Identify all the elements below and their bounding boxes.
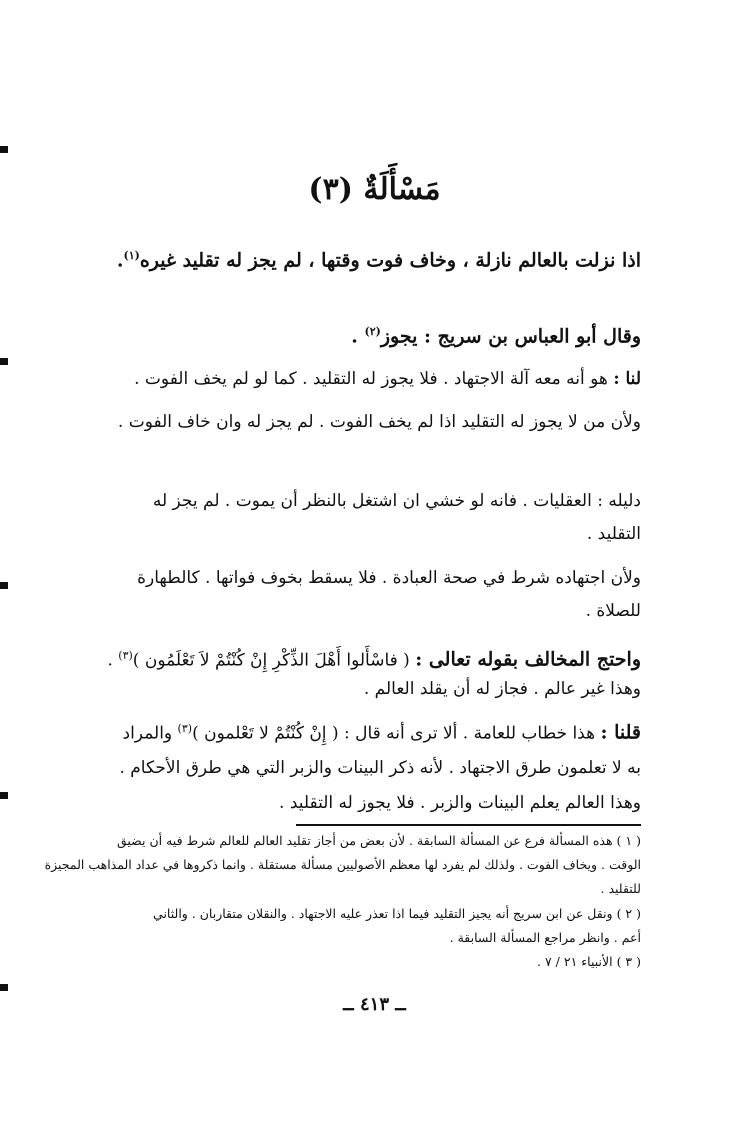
qulna-label: قلنا : xyxy=(600,721,641,744)
margin-mark xyxy=(0,984,8,991)
margin-mark xyxy=(0,792,8,799)
footnote-ref: (١) xyxy=(123,249,140,262)
mukhalif-line-1 xyxy=(107,644,641,673)
page-number: ــ ٤١٣ ــ xyxy=(343,994,406,1015)
footnote-1-line-2: الوقت . ويخاف الفوت . ولذلك لم يفرد لها معظم الأصوليين مسألة مستقلة . وانما ذكروها في عداد المذاهب المجيزة xyxy=(44,857,641,872)
footnote-ref: (٢) xyxy=(364,325,381,338)
dalil-line-1: دليله : العقليات . فانه لو خشي ان اشتغل بالنظر أن يموت . لم يجز له xyxy=(152,491,641,511)
footnote-ref: (٣) xyxy=(118,649,133,662)
qulna-line-2: به لا تعلمون طرق الاجتهاد . لأنه ذكر البينات والزبر التي هي طرق الأحكام . xyxy=(119,758,641,778)
footnote-3-line-1: ( ٣ ) الأنبياء ٢١ / ٧ . xyxy=(537,954,641,969)
mukhalif-label: واحتج المخالف بقوله تعالى : xyxy=(415,648,641,671)
statement-text: اذا نزلت بالعالم نازلة ، وخاف فوت وقتها ، لم يجز له تقليد غيره xyxy=(139,249,641,272)
margin-mark xyxy=(0,146,8,153)
abu-abbas-text: وقال أبو العباس بن سريج : يجوز xyxy=(380,325,641,348)
abu-abbas-end: . xyxy=(351,325,365,348)
lana-label: لنا : xyxy=(613,369,641,389)
mukhalif-verse: ( فاسْأَلوا أَهْلَ الذِّكْرِ إِنْ كُنْتُمْ لاَ تَعْلَمُون ) xyxy=(132,650,416,671)
footnote-separator xyxy=(296,824,641,826)
margin-mark xyxy=(0,358,8,365)
issue-statement xyxy=(117,244,641,272)
footnote-2-line-1: ( ٢ ) ونقل عن ابن سريج أنه يجيز التقليد فيما اذا تعذر عليه الاجتهاد . والنقلان متقاربان . والثاني xyxy=(153,906,641,921)
ijtihad-line-2: للصلاة . xyxy=(585,601,641,621)
lana-text: هو أنه معه آلة الاجتهاد . فلا يجوز له التقليد . كما لو لم يخف الفوت . xyxy=(134,369,614,389)
footnote-ref: (٣) xyxy=(177,722,193,735)
qulna-text-end: والمراد xyxy=(122,723,178,744)
qulna-line-3: وهذا العالم يعلم البينات والزبر . فلا يجوز له التقليد . xyxy=(279,793,641,813)
statement-end: . xyxy=(116,249,124,272)
ijtihad-line-1: ولأن اجتهاده شرط في صحة العبادة . فلا يسقط بخوف فواتها . كالطهارة xyxy=(137,568,641,588)
dalil-line-2: التقليد . xyxy=(586,524,641,544)
abu-abbas-opinion xyxy=(351,320,641,348)
footnote-1-line-3: للتقليد . xyxy=(600,881,641,896)
qulna-line-1 xyxy=(123,717,641,746)
footnote-2-line-2: أعم . وانظر مراجع المسألة السابقة . xyxy=(449,930,641,945)
lana-line-2: ولأن من لا يجوز له التقليد اذا لم يخف الفوت . لم يجز له وان خاف الفوت . xyxy=(117,412,641,432)
footnote-1-line-1: ( ١ ) هذه المسألة فرع عن المسألة السابقة . لأن بعض من أجاز تقليد العالم للعالم شرط فيه أن يضيق xyxy=(116,833,641,848)
issue-heading: مَسْأَلَةٌ (٣) xyxy=(308,172,441,207)
lana-line-1 xyxy=(134,367,641,391)
margin-mark xyxy=(0,582,8,589)
mukhalif-line-2: وهذا غير عالم . فجاز له أن يقلد العالم . xyxy=(363,679,641,699)
mukhalif-end: . xyxy=(107,650,119,671)
qulna-text: هذا خطاب للعامة . ألا ترى أنه قال : ( إِنْ كُنْتُمْ لا تَعْلمون ) xyxy=(192,723,601,744)
